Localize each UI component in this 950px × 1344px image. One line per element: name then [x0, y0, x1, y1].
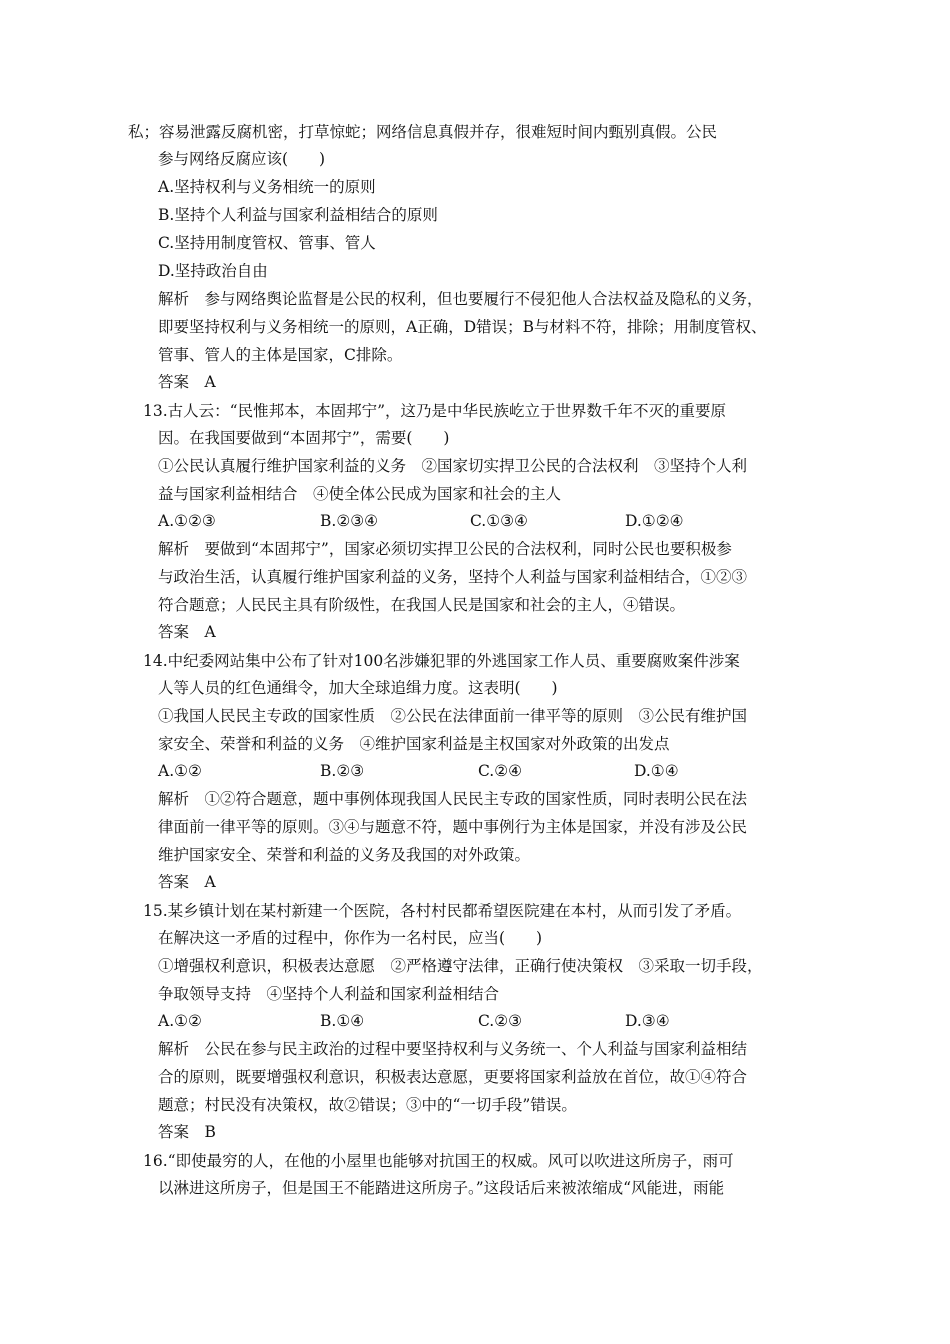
option-a: A.①②: [158, 762, 202, 780]
option-d: D.①④: [634, 762, 679, 780]
option-d: D.坚持政治自由: [158, 262, 268, 280]
option-b: B.②③: [320, 762, 365, 780]
statement-text: 益与国家利益相结合 ④使全体公民成为国家和社会的主人: [158, 485, 562, 503]
option-b: B.坚持个人利益与国家利益相结合的原则: [158, 206, 438, 224]
question-15: 15.某乡镇计划在某村新建一个医院，各村村民都希望医院建在本村，从而引发了矛盾。: [143, 902, 742, 920]
answer-text: 答案 A: [158, 623, 216, 641]
question-text: 以淋进这所房子，但是国王不能踏进这所房子。”这段话后来被浓缩成“风能进，雨能: [158, 1179, 725, 1197]
analysis-text: 解析 参与网络舆论监督是公民的权利，但也要履行不侵犯他人合法权益及隐私的义务，: [158, 290, 763, 308]
option-a: A.①②③: [158, 512, 216, 530]
option-c: C.②③: [478, 1012, 523, 1030]
statement-text: ①公民认真履行维护国家利益的义务 ②国家切实捍卫公民的合法权利 ③坚持个人利: [158, 457, 748, 475]
paragraph-text: 私；容易泄露反腐机密，打草惊蛇；网络信息真假并存，很难短时间内甄别真假。公民: [128, 123, 718, 141]
statement-text: ①我国人民民主专政的国家性质 ②公民在法律面前一律平等的原则 ③公民有维护国: [158, 707, 748, 725]
analysis-text: 管事、管人的主体是国家，C排除。: [158, 346, 403, 364]
option-a: A.①②: [158, 1012, 202, 1030]
question-text: 人等人员的红色通缉令，加大全球追缉力度。这表明( ): [158, 679, 558, 697]
analysis-text: 维护国家安全、荣誉和利益的义务及我国的对外政策。: [158, 846, 531, 864]
paragraph-text: 参与网络反腐应该( ): [158, 150, 326, 168]
option-d: D.①②④: [625, 512, 684, 530]
question-text: 在解决这一矛盾的过程中，你作为一名村民，应当( ): [158, 929, 543, 947]
analysis-text: 合的原则，既要增强权利意识，积极表达意愿，更要将国家利益放在首位，故①④符合: [158, 1068, 748, 1086]
question-16: 16.“即使最穷的人，在他的小屋里也能够对抗国王的权威。风可以吹进这所房子，雨可: [143, 1152, 734, 1170]
analysis-text: 符合题意；人民民主具有阶级性，在我国人民是国家和社会的主人，④错误。: [158, 596, 686, 614]
option-c: C.②④: [478, 762, 523, 780]
option-c: C.坚持用制度管权、管事、管人: [158, 234, 376, 252]
answer-text: 答案 A: [158, 873, 216, 891]
analysis-text: 与政治生活，认真履行维护国家利益的义务，坚持个人利益与国家利益相结合，①②③: [158, 568, 748, 586]
analysis-text: 即要坚持权利与义务相统一的原则，A正确，D错误；B与材料不符，排除；用制度管权、: [158, 318, 767, 336]
statement-text: 争取领导支持 ④坚持个人利益和国家利益相结合: [158, 985, 500, 1003]
analysis-text: 解析 要做到“本固邦宁”，国家必须切实捍卫公民的合法权利，同时公民也要积极参: [158, 540, 732, 558]
question-14: 14.中纪委网站集中公布了针对100名涉嫌犯罪的外逃国家工作人员、重要腐败案件涉案: [143, 652, 740, 670]
option-b: B.②③④: [320, 512, 379, 530]
option-d: D.③④: [625, 1012, 670, 1030]
question-13: 13.古人云：“民惟邦本，本固邦宁”，这乃是中华民族屹立于世界数千年不灭的重要原: [143, 402, 727, 420]
analysis-text: 解析 ①②符合题意，题中事例体现我国人民民主专政的国家性质，同时表明公民在法: [158, 790, 748, 808]
answer-text: 答案 A: [158, 373, 216, 391]
analysis-text: 解析 公民在参与民主政治的过程中要坚持权利与义务统一、个人利益与国家利益相结: [158, 1040, 748, 1058]
option-b: B.①④: [320, 1012, 365, 1030]
question-text: 因。在我国要做到“本固邦宁”，需要( ): [158, 429, 450, 447]
option-c: C.①③④: [470, 512, 528, 530]
answer-text: 答案 B: [158, 1123, 216, 1141]
analysis-text: 律面前一律平等的原则。③④与题意不符，题中事例行为主体是国家，并没有涉及公民: [158, 818, 748, 836]
statement-text: ①增强权利意识，积极表达意愿 ②严格遵守法律，正确行使决策权 ③采取一切手段，: [158, 957, 763, 975]
option-a: A.坚持权利与义务相统一的原则: [158, 178, 376, 196]
statement-text: 家安全、荣誉和利益的义务 ④维护国家利益是主权国家对外政策的出发点: [158, 735, 670, 753]
analysis-text: 题意；村民没有决策权，故②错误；③中的“一切手段”错误。: [158, 1096, 577, 1114]
